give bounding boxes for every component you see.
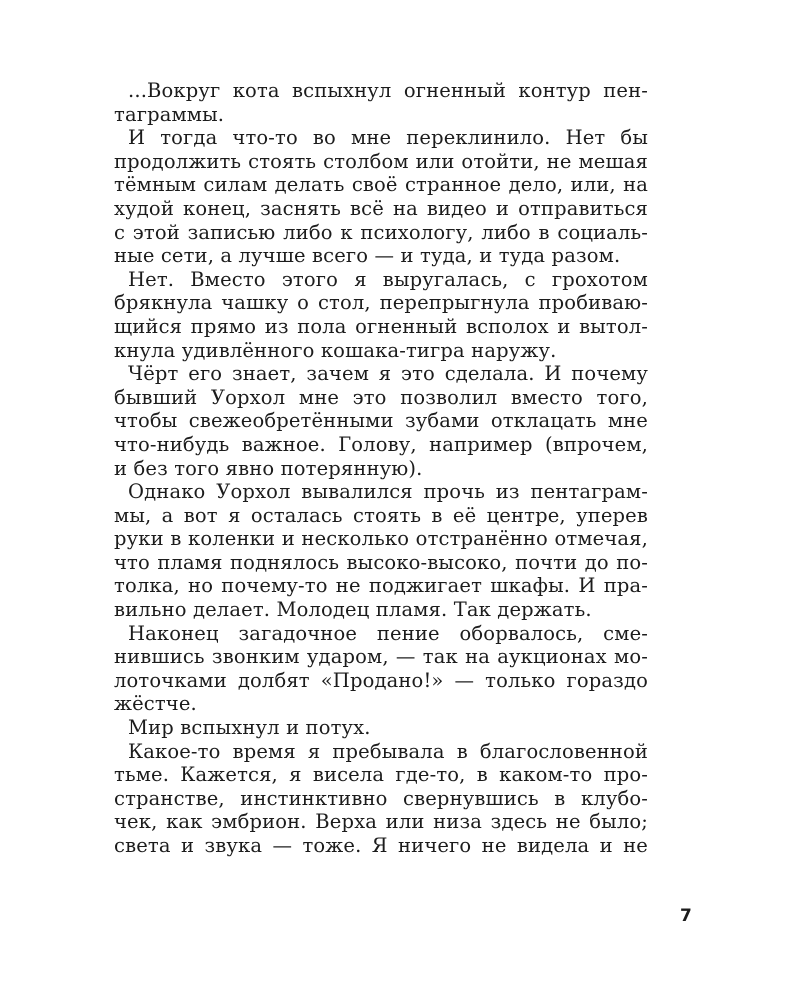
text-line: что пламя поднялось высоко-высоко, почти до по- [114,550,648,574]
text-line: тьме. Кажется, я висела где-то, в каком-то про- [114,763,648,787]
text-line: Чёрт его знает, зачем я это сделала. И почему [128,362,648,386]
text-line: Мир вспыхнул и потух. [128,716,371,740]
text-line: Однако Уорхол вывалился прочь из пентаграм- [128,480,648,504]
text-line: что-нибудь важное. Голову, например (впрочем, [114,432,648,456]
text-line: чек, как эмбрион. Верха или низа здесь не было; [114,810,648,834]
text-line: щийся прямо из пола огненный всполох и вытол- [114,314,648,338]
text-line: худой конец, заснять всё на видео и отправиться [114,196,648,220]
text-line: продолжить стоять столбом или отойти, не мешая [114,149,648,173]
page-number: 7 [680,906,692,926]
text-line: Какое-то время я пребывала в благословенной [128,739,648,763]
text-line: нившись звонким ударом, — так на аукционах мо- [114,645,648,669]
text-line: странстве, инстинктивно свернувшись в клубо- [114,786,648,810]
text-line: руки в коленки и несколько отстранённо отмечая, [114,527,648,551]
text-line: толка, но почему-то не поджигает шкафы. И пра- [114,574,648,598]
text-line: И тогда что-то во мне переклинило. Нет бы [128,126,648,150]
body-text [114,79,648,858]
text-line: таграммы. [114,102,225,126]
text-line: лоточками долбят «Продано!» — только гораздо [114,668,648,692]
text-line: Нет. Вместо этого я выругалась, с грохотом [128,267,648,291]
text-line: мы, а вот я осталась стоять в её центре, уперев [114,503,648,527]
text-line: и без того явно потерянную). [114,456,423,480]
text-line: жёстче. [114,692,197,716]
text-line: Наконец загадочное пение оборвалось, сме- [128,621,648,645]
text-line: ...Вокруг кота вспыхнул огненный контур пен- [128,79,648,102]
text-line: чтобы свежеобретёнными зубами отклацать мне [114,409,648,433]
text-line: вильно делает. Молодец пламя. Так держать. [114,598,592,622]
text-line: бывший Уорхол мне это позволил вместо того, [114,385,648,409]
text-line: брякнула чашку о стол, перепрыгнула пробиваю- [114,291,648,315]
text-line: света и звука — тоже. Я ничего не видела и не [114,834,648,857]
text-line: ные сети, а лучше всего — и туда, и туда разом. [114,244,621,268]
text-line: тёмным силам делать своё странное дело, или, на [114,173,648,197]
text-line: кнула удивлённого кошака-тигра наружу. [114,338,557,362]
text-line: с этой записью либо к психологу, либо в социаль- [114,220,648,244]
